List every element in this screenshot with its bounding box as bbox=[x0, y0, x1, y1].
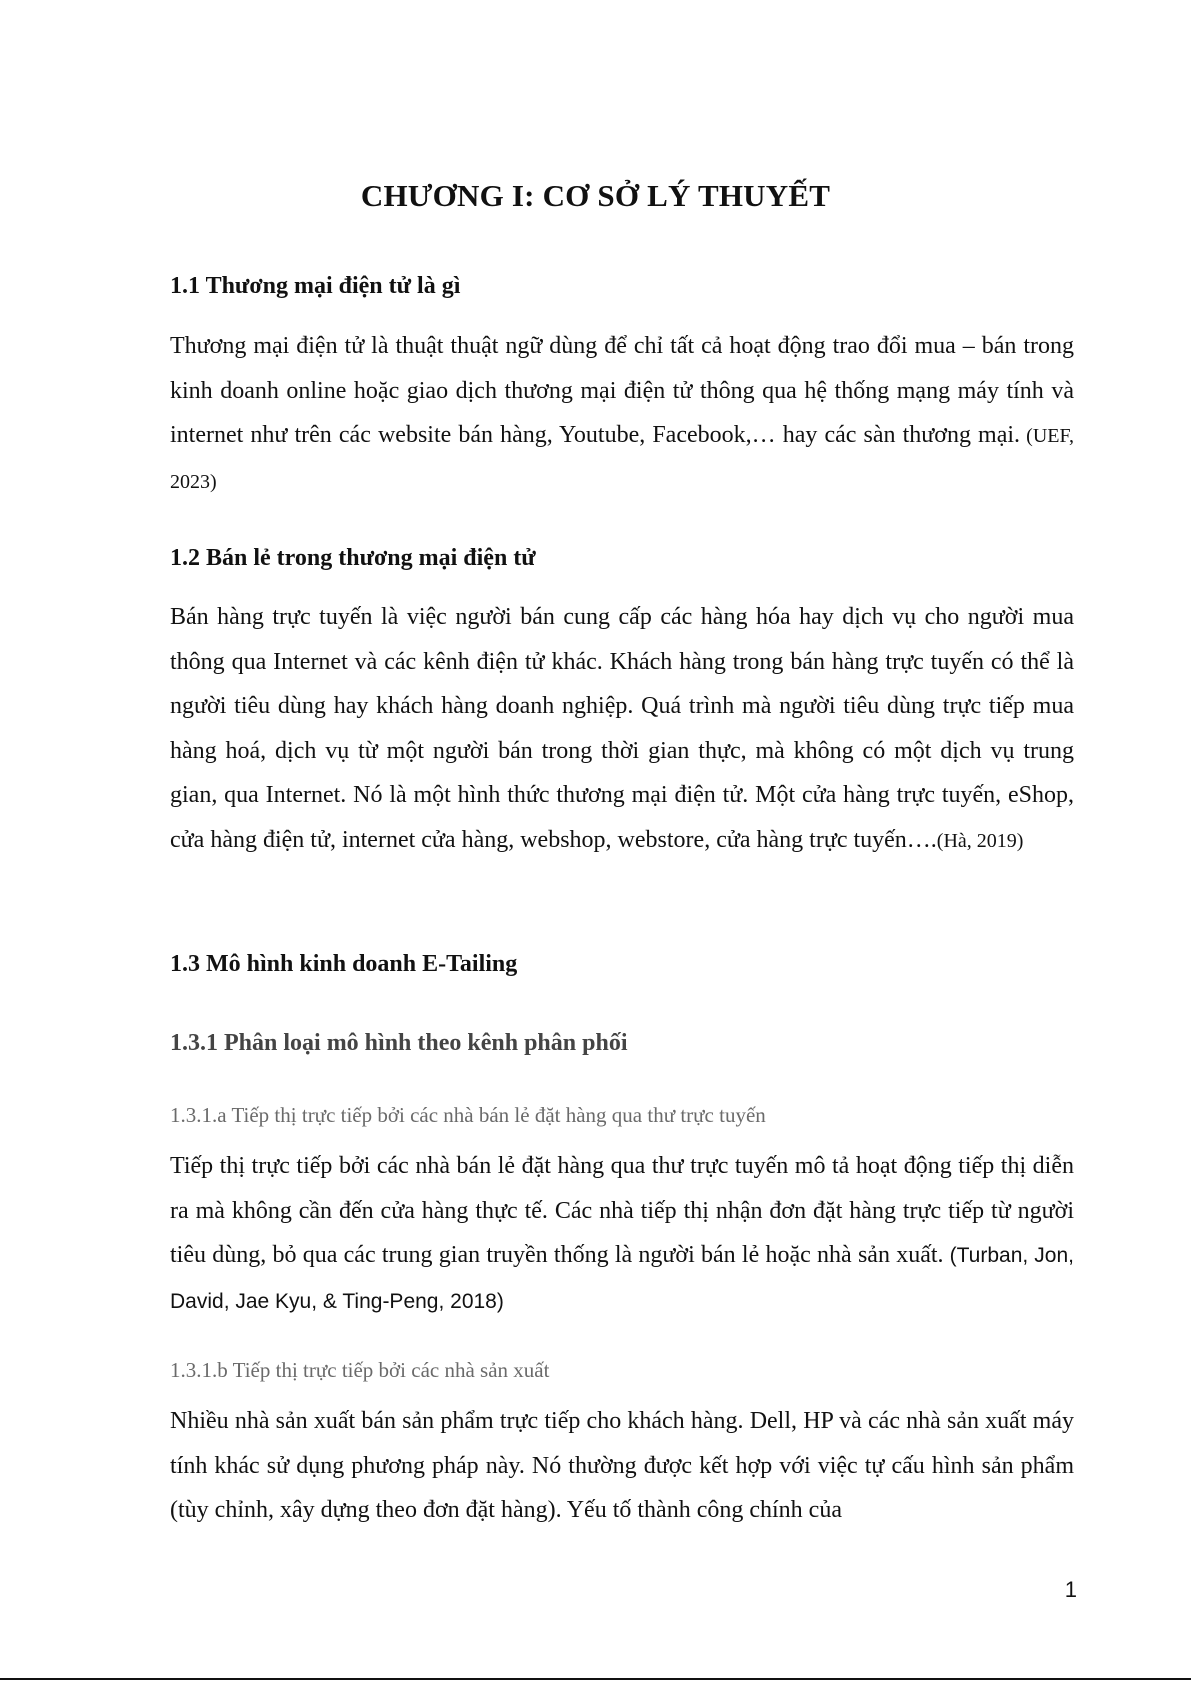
section-1-1-heading: 1.1 Thương mại điện tử là gì bbox=[170, 273, 461, 299]
section-1-3-1-b-paragraph bbox=[170, 1399, 1074, 1533]
chapter-title: CHƯƠNG I: CƠ SỞ LÝ THUYẾT bbox=[360, 178, 831, 213]
section-1-3-1-b-text: Nhiều nhà sản xuất bán sản phẩm trực tiếp cho khách hàng. Dell, HP và các nhà sản xuất máy tính khác sử dụng phương pháp này. Nó thường được kết hợp với việc tự cấu hình sản phẩm (tùy chỉnh, xây dựng theo đơn đặt hàng). Yếu tố thành công chính của bbox=[170, 1408, 1074, 1523]
section-1-3-1-a-paragraph bbox=[170, 1144, 1074, 1324]
section-1-3-1-b-heading: 1.3.1.b Tiếp thị trực tiếp bởi các nhà sản xuất bbox=[170, 1358, 550, 1382]
section-1-2-citation: (Hà, 2019) bbox=[936, 829, 1024, 852]
section-1-3-1-heading: 1.3.1 Phân loại mô hình theo kênh phân phối bbox=[170, 1030, 628, 1056]
section-1-1-text: Thương mại điện tử là thuật thuật ngữ dùng để chỉ tất cả hoạt động trao đổi mua – bán trong kinh doanh online hoặc giao dịch thương mại điện tử thông qua hệ thống mạng máy tính và internet như trên các website bán hàng, Youtube, Facebook,… hay các sàn thương mại. bbox=[170, 333, 1074, 448]
section-1-3-heading: 1.3 Mô hình kinh doanh E-Tailing bbox=[170, 951, 518, 977]
section-1-1-citation: (UEF, 2023) bbox=[170, 425, 1074, 493]
section-1-1-paragraph bbox=[170, 324, 1074, 504]
page-bottom-divider bbox=[0, 1678, 1191, 1680]
section-1-3-1-a-citation: (Turban, Jon, David, Jae Kyu, & Ting-Peng, 2018) bbox=[170, 1244, 1074, 1313]
section-1-2-paragraph bbox=[170, 595, 1074, 863]
page-number: 1 bbox=[1064, 1577, 1077, 1602]
section-1-2-text: Bán hàng trực tuyến là việc người bán cung cấp các hàng hóa hay dịch vụ cho người mua thông qua Internet và các kênh điện tử khác. Khách hàng trong bán hàng trực tuyến có thể là người tiêu dùng hay khách hàng doanh nghiệp. Quá trình mà người tiêu dùng trực tiếp mua hàng hoá, dịch vụ từ một người bán trong thời gian thực, mà không có một dịch vụ trung gian, qua Internet. Nó là một hình thức thương mại điện tử. Một cửa hàng trực tuyến, eShop, cửa hàng điện tử, internet cửa hàng, webshop, webstore, cửa hàng trực tuyến…. bbox=[170, 604, 1074, 853]
section-1-3-1-a-text: Tiếp thị trực tiếp bởi các nhà bán lẻ đặt hàng qua thư trực tuyến mô tả hoạt động tiếp thị diễn ra mà không cần đến cửa hàng thực tế. Các nhà tiếp thị nhận đơn đặt hàng trực tiếp từ người tiêu dùng, bỏ qua các trung gian truyền thống là người bán lẻ hoặc nhà sản xuất. bbox=[170, 1153, 1074, 1268]
section-1-3-1-a-heading: 1.3.1.a Tiếp thị trực tiếp bởi các nhà bán lẻ đặt hàng qua thư trực tuyến bbox=[170, 1103, 766, 1127]
section-1-2-heading: 1.2 Bán lẻ trong thương mại điện tử bbox=[170, 545, 536, 571]
